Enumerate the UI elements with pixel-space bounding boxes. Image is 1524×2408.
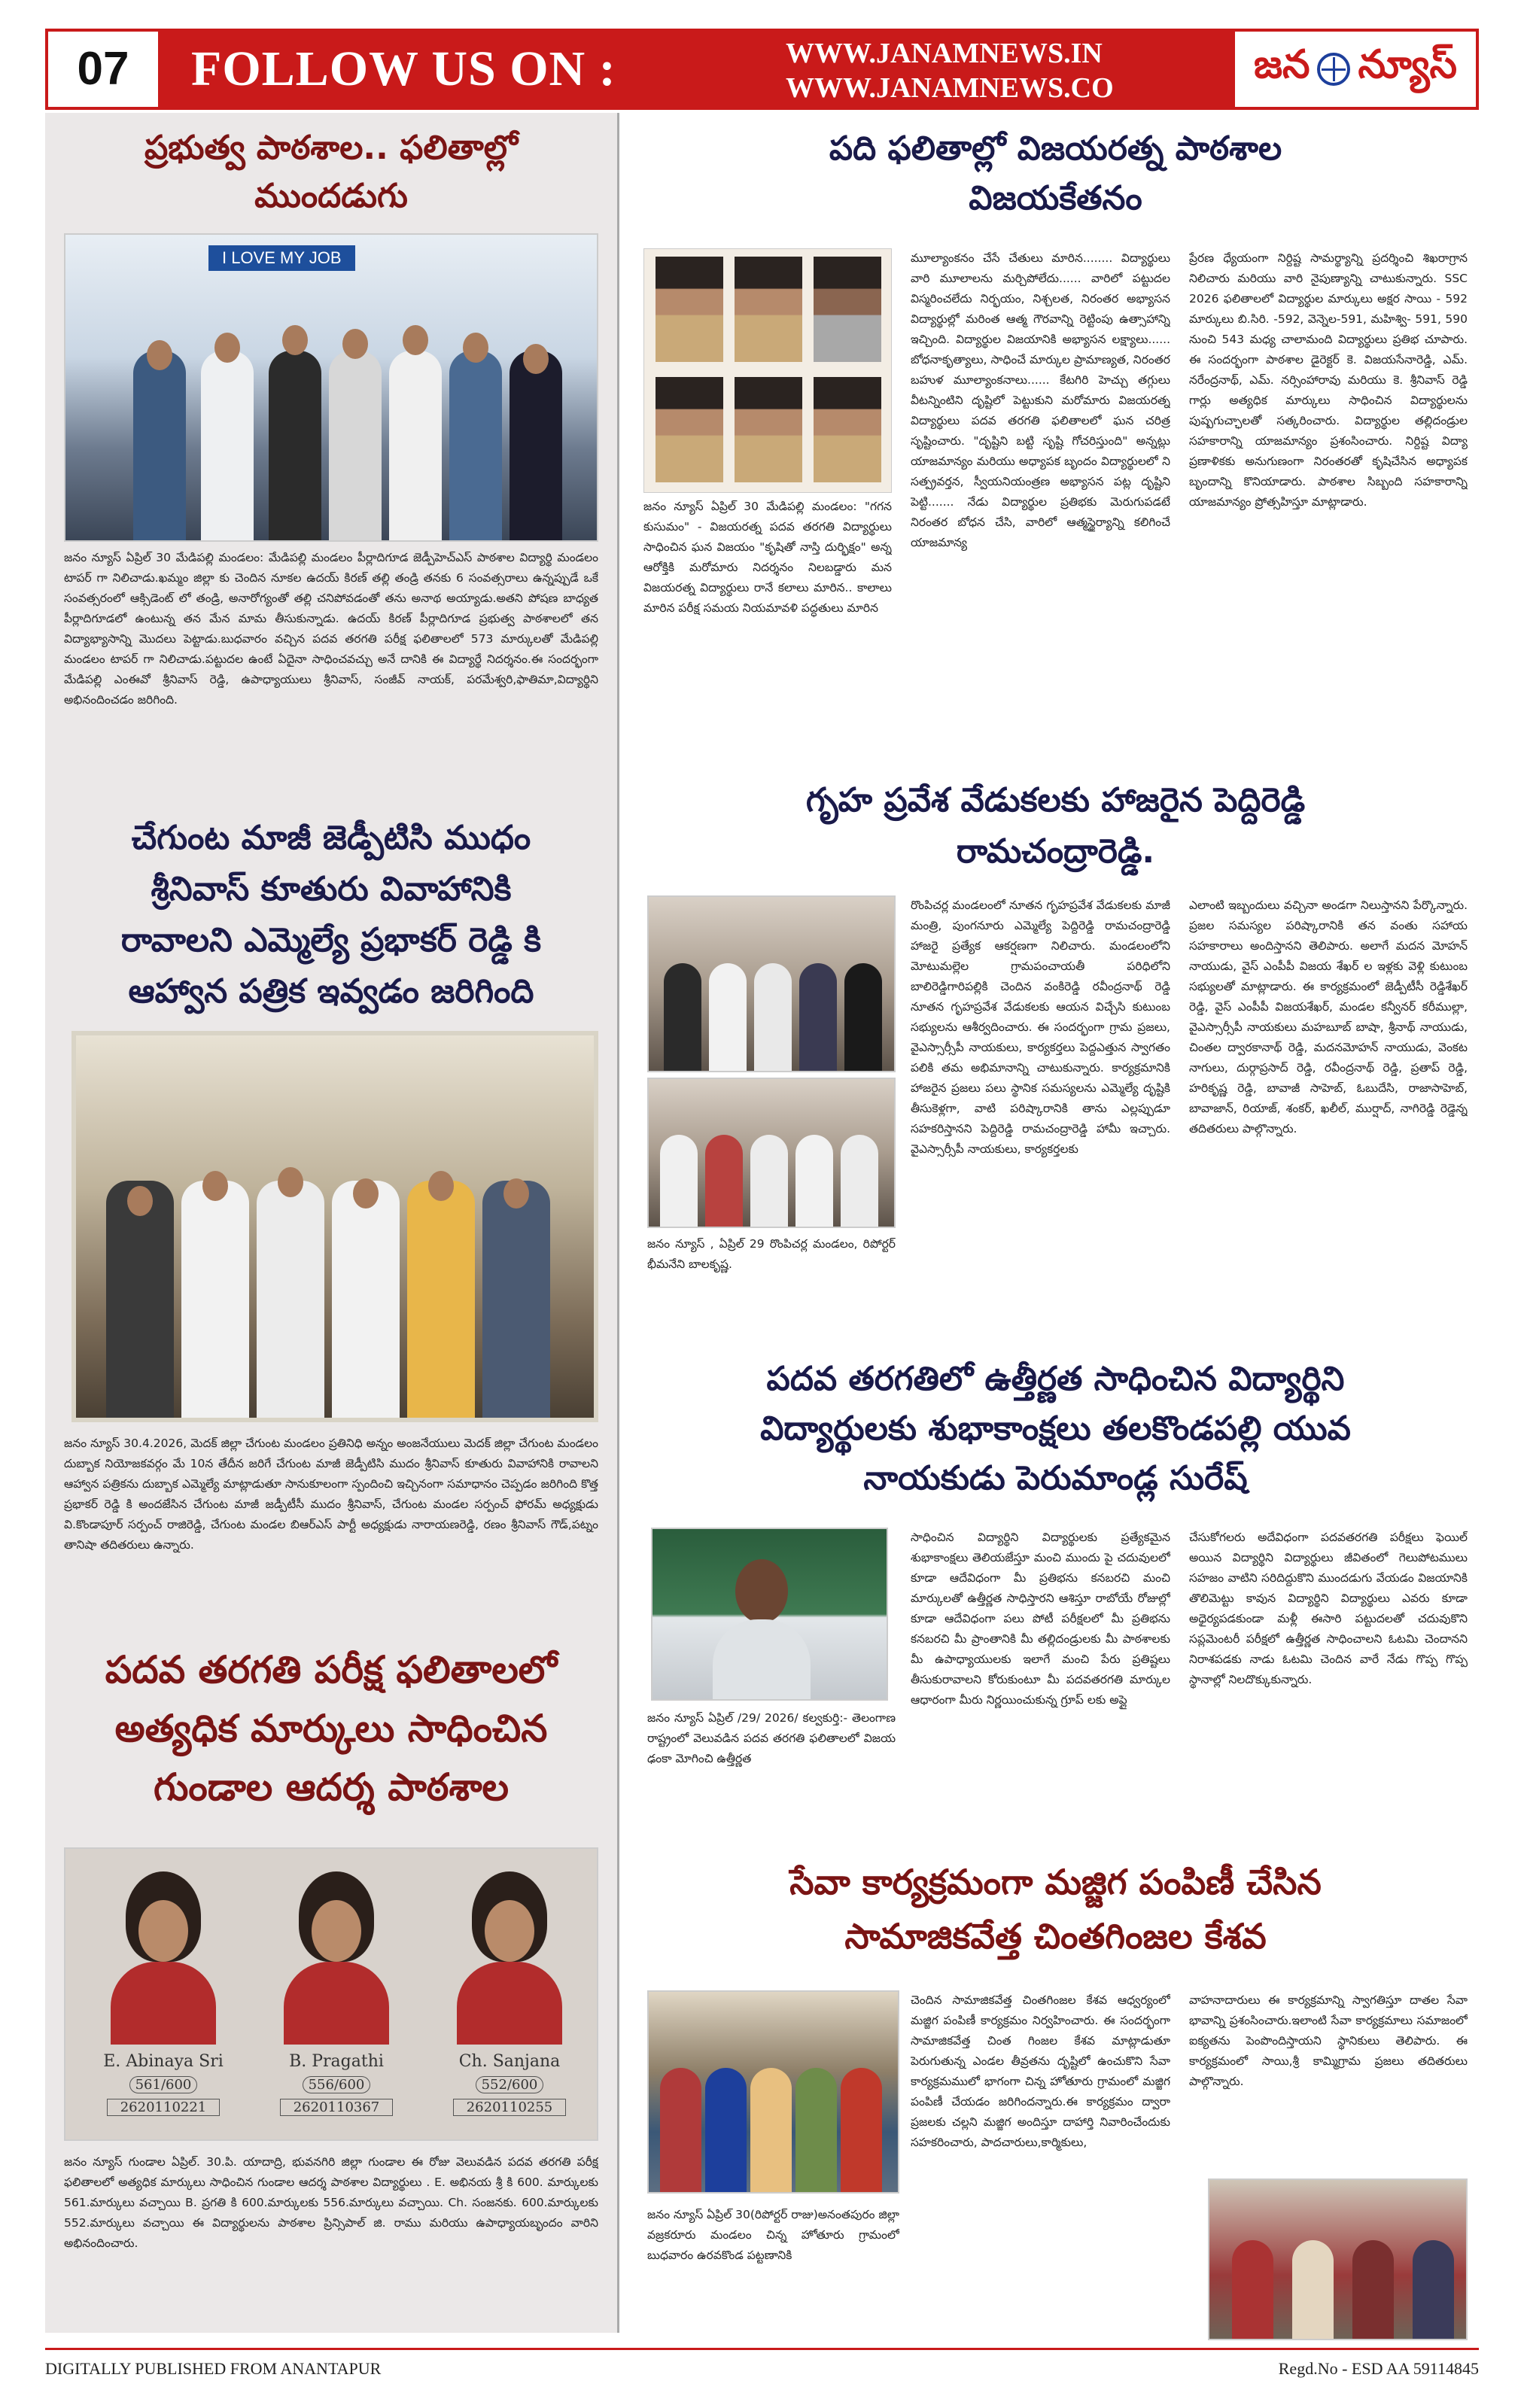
suresh-portrait-photo [651,1528,888,1701]
url-list [786,36,1114,105]
photo-banner: I LOVE MY JOB [208,245,355,271]
buttermilk-photo [647,1990,899,2194]
url-link-co[interactable]: WWW.JANAMNEWS.CO [786,72,1114,104]
page-number: 07 [48,32,161,107]
vijayaratna-headline: పది ఫలితాల్లో విజయరత్న పాఠశాల విజయకేతనం [829,129,1282,217]
suresh-col-2: సాధించిన విద్యార్థిని విద్యార్థులకు ప్రత్యేకమైన శుభాకాంక్షలు తెలియజేస్తూ మంచి ముందు పై చదువులలో కూడా ఆదేవిధంగా మీ ప్రతిభను కనబరచి మంచి మార్కులతో ఉత్తీర్ణత సాధిస్తారని ఆశిస్తూ రాబోయే రోజుల్లో కూడా ఆదేవిధంగా పలు పోటీ పరీక్షలలో మీ ప్రతిభను కనబరచి మీ ప్రాంతానికి మీ తల్లిదండ్రులకు మీ పాఠశాలకు మీ ఉపాధ్యాయులకు ఇలాగే మంచి పేరు ప్రతిష్టలు తీసుకురావాలని కోరుకుంటూ మీ పదవతరగతి మార్కుల ఆధారంగా మీరు నిర్ణయించుకున్న గ్రూప్ లకు అప్లై [911,1531,1170,1707]
vijayaratna-students-photo [643,248,892,493]
student-name: Ch. Sanjana [458,2052,561,2071]
housewarming-photo-1 [647,895,896,1072]
housewarming-photo-2 [647,1078,896,1228]
housewarming-headline: గృహ ప్రవేశ వేడుకలకు హాజరైన పెద్దిరెడ్డి రామచంద్రారెడ్డి. [805,781,1306,871]
student-card-1 [99,1871,227,2120]
student-name: B. Pragathi [289,2052,384,2071]
follow-band [161,32,1237,107]
govt-school-headline: ప్రభుత్వ పాఠశాల.. ఫలితాల్లో ముందడుగు [144,129,519,215]
student-card-2 [272,1871,400,2120]
buttermilk-caption: జనం న్యూస్ ఏప్రిల్ 30(రిపోర్టర్ రాజు)అనంతపురం జిల్లా వజ్రకరూరు మండలం చిన్న హోతూరు గ్రామంలో బుధవారం ఉరవకొండ పట్టణానికి [647,2208,899,2262]
student-score: 556/600 [303,2076,370,2093]
vijayaratna-col-2: మూల్యాంకనం చేసే చేతులు మారిన........ విద్యార్థులు వారి మూలాలను మర్చిపోలేదు...... వారిలో పట్టుదల విస్మరించలేదు నిర్భయం, నిశ్చలత, నిరంతర అభ్యాసన విద్యార్థుల్లో మరింత ఆత్మ గౌరవాన్ని రెట్టింపు ఉత్సాహాన్ని ఇచ్చింది. విద్యార్థుల విజయానికి అభ్యాసన లక్ష్యాలు...... బోధనాకృత్యాలు, సాధించే మార్కుల ప్రామాణ్యత, నిరంతర బహుళ మూల్యాంకనాలు...... కేటగిరి హెచ్చు తగ్గులు వీటన్నింటిని దృష్టిలో పెట్టుకుని మరోమారు విజయరత్న విద్యార్థులు పదవ తరగతి ఫలితాలలో ఘన చరిత్ర సృష్టించారు. "దృష్టిని బట్టి సృష్టి గోచరిస్తుంది" అన్నట్లు యాజమాన్యం మరియు అధ్యాపక బృందం విద్యార్థులలో ని సత్ప్రవర్తన, స్వీయనియంత్రణ అభ్యాసన పట్ల దృష్టిని పెట్టి....... నేడు విద్యార్థుల ప్రతిభకు మెరుగుపడటే నిరంతర బోధన చేసి, వారిలో ఆత్మస్థైర్యాన్ని కలిగించే యాజమాన్య [911,251,1170,549]
column-divider [617,113,619,2333]
chakra-icon [1317,53,1350,86]
student-reg: 2620110367 [280,2099,393,2116]
vijayaratna-col-3: ప్రేరణ ధ్యేయంగా నిర్దిష్ట సామర్థ్యాన్ని ప్రదర్శించి శిఖరాగ్రాన నిలిచారు మరియు వారి నైపుణ్యాన్ని చాటుకున్నారు. SSC 2026 ఫలితాలలో విద్యార్థుల మార్కులు అక్షర సాయి - 592 మార్కులు బి.సిరి. -592, వెన్నెల-591, మహిశ్వి- 591, 590 నుంచి 543 మధ్య చాలామంది విద్యార్థులు ప్రతిభ చూపారు. ఈ సందర్భంగా పాఠశాల డైరెక్టర్ కె. విజయసేనారెడ్డి, ఎమ్. నరేంద్రనాథ్, ఎమ్. నర్సింహారావు మరియు కె. శ్రీనివాస్ రెడ్డి గార్లు అత్యధిక మార్కులు సాధించిన విద్యార్థులను పుష్పగుచ్ఛాలతో సత్కరించారు. విద్యార్థుల తల్లిదండ్రుల సహకారాన్ని యాజమాన్యం ప్రశంసించారు. నిర్దిష్ట విద్యా ప్రణాళికకు అనుగుణంగా నిరంతరతో కృషిచేసిన అధ్యాపక బృందాన్ని కొనియాడారు. పాఠశాల సిబ్బంది సహకారాన్ని యాజమాన్యం ప్రోత్సహిస్తూ మాట్లాడారు. [1189,251,1468,509]
wedding-invite-headline: చేగుంట మాజీ జెడ్పీటిసి ముధం శ్రీనివాస్ కూతురు వివాహానికి రావాలని ఎమ్మెల్యే ప్రభాకర్ రెడ్డి కి ఆహ్వాన పత్రిక ఇవ్వడం జరిగింది [120,819,542,1011]
vijayaratna-caption: జనం న్యూస్ ఏప్రిల్ 30 మేడిపల్లి మండలం: "గగన కుసుమం" - విజయరత్న పదవ తరగతి విద్యార్థులు సాధించిన ఘన విజయం "కృషితో నాస్తి దుర్భిక్షం" అన్న ఆరోక్తికి మరోమారు నిదర్శనం నిలబడ్డారు మన విజయరత్న విద్యార్థులు రానే కలాలు మారిన.. కాలాలు మారిన పరీక్ష సమయ నియమావళి పద్ధతులు మారిన [643,500,892,615]
gundala-students-photo [64,1847,598,2141]
follow-label: FOLLOW US ON : [191,41,616,96]
student-score: 552/600 [476,2076,543,2093]
housewarming-caption: జనం న్యూస్ , ఏప్రిల్ 29 రొంపిచర్ల మండలం, రిపోర్టర్ భీమనేని బాలకృష్ణ. [647,1237,896,1271]
student-reg: 2620110221 [107,2099,220,2116]
gundala-body: జనం న్యూస్ గుండాల ఏప్రిల్. 30.పి. యాదాద్రి, భువనగిరి జిల్లా గుండాల ఈ రోజు వెలువడిన పదవ తరగతి పరీక్ష ఫలితాలలో అత్యధిక మార్కులు సాధించిన గుండాల ఆదర్శ పాఠశాల విద్యార్థులు . E. అభినయ శ్రీ కి 600. మార్కులకు 561.మార్కులు వచ్చాయి B. ప్రగతి కి 600.మార్కులకు 556.మార్కులు వచ్చాయి. Ch. సంజనకు. 600.మార్కులకు 552.మార్కులు వచ్చాయి ఈ విద్యార్థులను పాఠశాల ప్రిన్సిపాల్ జి. రాము మరియు ఉపాధ్యాయబృందం వారిని అభినందించారు. [64,2155,598,2250]
buttermilk-col-3: వాహనాదారులు ఈ కార్యక్రమాన్ని స్వాగతిస్తూ దాతల సేవా భావాన్ని ప్రశంసించారు.ఇలాంటి సేవా కార్యక్రమాలు సమాజంలో ఐక్యతను పెంపొందిస్తాయని స్థానికులు తెలిపారు. ఈ కార్యక్రమంలో సాయి,శ్రీ కామ్మిగ్రామ ప్రజలు తదితరులు పాల్గొన్నారు. [1189,1993,1468,2088]
wedding-invite-body: జనం న్యూస్ 30.4.2026, మెదక్ జిల్లా చేగుంట మండలం ప్రతినిధి అన్నం అంజనేయులు మెదక్ జిల్లా చేగుంట మండలం దుబ్బాక నియోజకవర్గం మే 10న తేదీన జరిగే చేగుంట మాజీ జెడ్పీటిసి ముదం శ్రీనివాస్ కూతురు వివాహానికి రావాలని ఆహ్వాన పత్రికను దుబ్బాక ఎమ్మెల్యే మాట్లాడుతూ సానుకూలంగా స్పందించి ఇచ్చినంగా సమాధానం చెప్పడం జరిగింది కొత్త ప్రభాకర్ రెడ్డి కి అందజేసిన చేగుంట మాజీ జడ్పీటీసీ ముదం శ్రీనివాస్, చేగుంట మండల సర్పంచ్ ఫోరమ్ అధ్యక్షుడు వి.కొండాపూర్ సర్పంచ్ రాజిరెడ్డి, చేగుంట మండల బిఆర్ఎస్ పార్టీ అధ్యక్షుడు నారాయణరెడ్డి, రణం శ్రీనివాస్ గౌడ్,పట్నం తానిషా తదితరులు ఉన్నారు. [64,1437,598,1552]
govt-school-body: జనం న్యూస్ ఏప్రిల్ 30 మేడిపల్లి మండలం: మేడిపల్లి మండలం పీర్లాదిగూడ జెడ్పీహెచ్ఎస్ పాఠశాల విద్యార్థి మండలం టాపర్ గా నిలిచాడు.ఖమ్మం జిల్లా కు చెందిన నూకల ఉదయ్ కిరణ్ తల్లి తండ్రి తనకు 6 సంవత్సరాలు ఉన్నప్పుడే ఒకే సంవత్సరంలో ఆక్సిడెంట్ లో తండ్రి, అనారోగ్యంతో తల్లి చనిపోవడంతో తను అనాథ అయ్యాడు.అతని పోషణ బాధ్యత పీర్లాదిగూడలో ఉంటున్న తన మేన మామ తీసుకున్నాడు. ఉదయ్ కిరణ్ పీర్లాదిగూడ ప్రభుత్వ పాఠశాలలో తన విద్యాభ్యాసాన్ని మొదలు పెట్టాడు.బుధవారం వచ్చిన పదవ తరగతి పరీక్ష ఫలితాలలో 573 మార్కులతో మేడిపల్లి మండలం టాపర్ గా నిలిచాడు.పట్టుదల ఉంటే ఏదైనా సాధించవచ్చు అనే దానికి ఈ విద్యార్థే నిదర్శనం.ఈ సందర్భంగా మేడిపల్లి ఎంఈవో శ్రీనివాస్ రెడ్డి, ఉపాధ్యాయులు శ్రీనివాస్, సంజీవ్ నాయక్, పరమేశ్వరి,ఫాతిమా,విద్యార్థిని అభినందించడం జరిగింది. [64,551,598,707]
masthead [45,29,1479,110]
wedding-invite-photo [71,1031,598,1422]
suresh-caption: జనం న్యూస్ ఏప్రిల్ /29/ 2026/ కల్వకుర్తి:- తెలంగాణ రాష్ట్రంలో వెలువడిన పదవ తరగతి ఫలితాలలో విజయ ఢంకా మోగించి ఉత్తీర్ణత [647,1711,896,1765]
suresh-headline: పదవ తరగతిలో ఉత్తీర్ణత సాధించిన విద్యార్థిని విద్యార్థులకు శుభాకాంక్షలు తలకొండపల్లి యువ నాయకుడు పెరుమాండ్ల సురేష్ [760,1360,1351,1497]
publisher-note: DIGITALLY PUBLISHED FROM ANANTAPUR [45,2359,382,2378]
buttermilk-headline: సేవా కార్యక్రమంగా మజ్జిగ పంపిణీ చేసిన సామాజికవేత్త చింతగింజల కేశవ [789,1862,1322,1956]
gundala-headline: పదవ తరగతి పరీక్ష ఫలితాలలో అత్యధిక మార్కులు సాధించిన గుండాల ఆదర్శ పాఠశాల [105,1648,558,1809]
housewarming-col-3: ఎలాంటి ఇబ్బందులు వచ్చినా అండగా నిలుస్తానని పేర్కొన్నారు. ప్రజల సమస్యల పరిష్కారానికి తన వంతు సహాయ సహకారాలు అందిస్తానని తెలిపారు. అలాగే మదన మోహన్ నాయుడు, వైస్ ఎంపీపీ విజయ శేఖర్ ల ఇళ్లకు వెళ్లి కుటుంబ సభ్యులతో మాట్లాడారు. ఈ కార్యక్రమంలో జెడ్పీటీసీ రెడ్డిశేఖర్ రెడ్డి, వైస్ ఎంపీపీ విజయశేఖర్, మండల కన్వీనర్ కరీముల్లా, వైఎస్సార్సీపీ నాయకులు మహబూబ్ బాషా, శ్రీనాథ్ నాయుడు, చింతల ద్వారకానాథ్ రెడ్డి, మదనమోహన్ నాయుడు, వెంకట నాగులు, దుర్గాప్రసాద్ రెడ్డి, రవీంద్రనాథ్ రెడ్డి, ప్రతాప్ రెడ్డి, హరికృష్ణ రెడ్డి, బావాజీ సాహెబ్, ఓబుదేసి, రాజాసాహెబ్, బావాజాన్, రియాజ్, శంకర్, ఖలీల్, ముర్షాద్, నాగిరెడ్డి రెడ్డెన్న తదితరులు పాల్గొన్నారు. [1189,898,1468,1136]
housewarming-col-2: రొంపిచర్ల మండలంలో నూతన గృహప్రవేశ వేడుకలకు మాజీ మంత్రి, పుంగనూరు ఎమ్మెల్యే పెద్దిరెడ్డి రామచంద్రారెడ్డి హాజరై ప్రత్యేక ఆకర్షణగా నిలిచారు. మండలంలోని మోటుమల్లెల గ్రామపంచాయతీ పరిధిలోని బాలిరెడ్డిగారిపల్లికి చెందిన వంకిరెడ్డి రవీంద్రనాథ్ రెడ్డి నూతన గృహప్రవేశ వేడుకలకు ఆయన విచ్చేసి కుటుంబ సభ్యులను ఆశీర్వదించారు. ఈ సందర్భంగా గ్రామ ప్రజలు, వైఎస్సార్సీపీ నాయకులు, కార్యకర్తలు పెద్దఎత్తున స్వాగతం పలికి తమ అభిమానాన్ని చాటుకున్నారు. కార్యక్రమానికి హాజరైన ప్రజలు పలు స్థానిక సమస్యలను ఎమ్మెల్యే దృష్టికి తీసుకెళ్లగా, వాటి పరిష్కారానికి తాను ఎల్లప్పుడూ సహకరిస్తానని పెద్దిరెడ్డి రామచంద్రారెడ్డి హామీ ఇచ్చారు. వైఎస్సార్సీపీ నాయకులు, కార్యకర్తలకు [911,898,1170,1156]
buttermilk-col-2: చెందిన సామాజికవేత్త చింతగింజల కేశవ ఆధ్వర్యంలో మజ్జిగ పంపిణీ కార్యక్రమం నిర్వహించారు. ఈ సందర్భంగా సామాజికవేత్త చింత గింజల కేశవ మాట్లాడుతూ పెరుగుతున్న ఎండల తీవ్రతను దృష్టిలో ఉంచుకొని సేవా కార్యక్రమములో భాగంగా చిన్న హోతూరు గ్రామంలో మజ్జిగ పంపిణీ చేయడం జరిగిందన్నారు.ఈ కార్యక్రమం ద్వారా ప్రజలకు చల్లని మజ్జిగ అందిస్తూ దాహార్తి నివారించేందుకు సహకరించారు, పాదచారులు,కార్మికులు, [911,1993,1170,2149]
logo-text-right: న్యూస్ [1358,41,1458,87]
buttermilk-photo-2 [1208,2178,1468,2340]
suresh-col-3: చేసుకోగలరు అదేవిధంగా పదవతరగతి పరీక్షలు ఫెయిల్ అయిన విద్యార్థిని విద్యార్థులు జీవితంలో గెలుపోటములు సహజం వాటిని సరిదిద్దుకొని ముందడుగు వేయడం విజయానికి తొలిమెట్టు కావున విద్యార్థిని విద్యార్థులు ఎవరు కూడా అధైర్యపడకుండా మళ్లీ ఈసారి పట్టుదలతో చదువుకొని సప్లమెంటరీ పరీక్షలో ఉత్తీర్ణత సాధించాలని ఓటమి చెందానని నిరాశపడకు నాడు ఓటమి చెందిన వారే నేడు గొప్ప గొప్ప స్థానాల్లో నిలదొక్కుకున్నారు. [1189,1531,1468,1686]
classroom-photo [64,233,598,542]
student-card-3 [446,1871,573,2120]
janam-news-logo [1235,32,1476,107]
registration-number: Regd.No - ESD AA 59114845 [1278,2359,1479,2378]
student-reg: 2620110255 [453,2099,566,2116]
logo-text-left: జన [1253,41,1310,87]
student-score: 561/600 [129,2076,197,2093]
footer [45,2348,1479,2390]
url-link-in[interactable]: WWW.JANAMNEWS.IN [786,38,1103,69]
student-name: E. Abinaya Sri [103,2052,224,2071]
